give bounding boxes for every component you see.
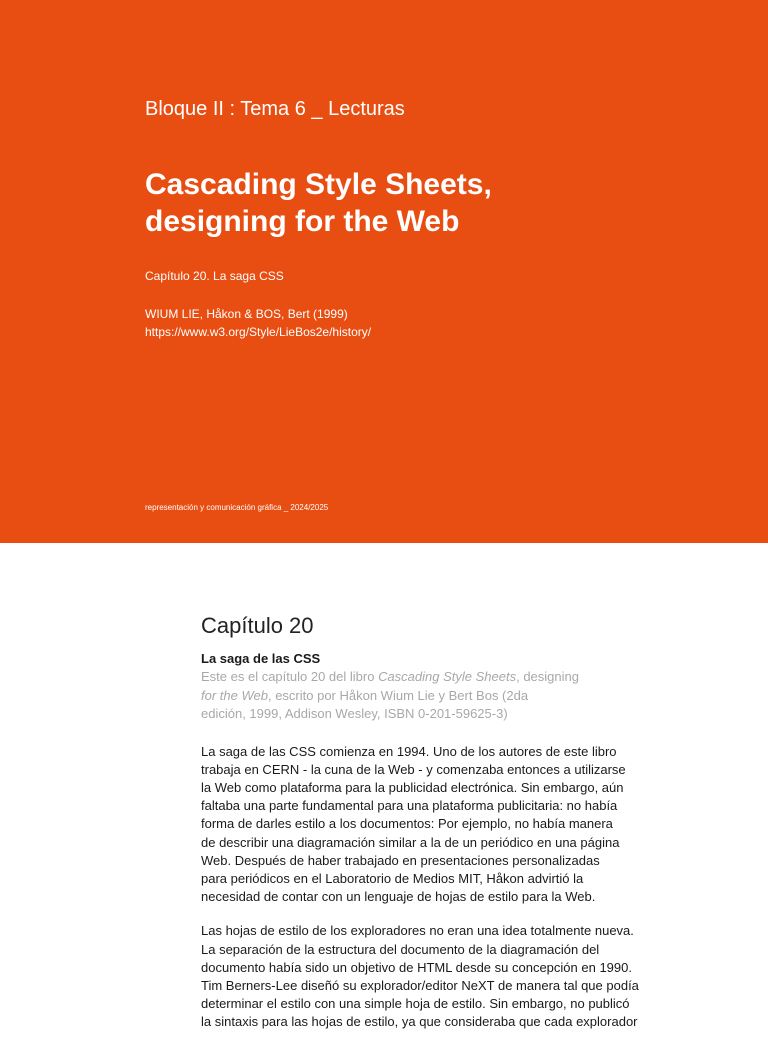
cover-title-line: Cascading Style Sheets,	[145, 168, 492, 201]
chapter-title: Capítulo 20	[201, 613, 314, 638]
paragraph-1	[201, 743, 681, 907]
paragraph-line: La separación de la estructura del documento de la diagramación del	[201, 941, 600, 957]
cover-reference	[145, 305, 371, 341]
cover-footer: representación y comunicación gráfica _ 2024/2025	[145, 503, 329, 512]
block-heading: Bloque II : Tema 6 _ Lecturas	[145, 98, 405, 120]
paragraph-line: documento había sido un objetivo de HTML desde su concepción en 1990.	[201, 959, 632, 975]
intro-line: edición, 1999, Addison Wesley, ISBN 0-201-59625-3)	[201, 706, 508, 721]
document-body	[201, 612, 681, 1048]
paragraph-line: determinar el estilo con una simple hoja de estilo. Sin embargo, no publicó	[201, 996, 630, 1012]
intro-line	[201, 668, 611, 687]
book-title: for the Web	[201, 687, 268, 703]
paragraph-2	[201, 922, 681, 1031]
cover-title	[145, 166, 665, 240]
paragraph-line: Tim Berners-Lee diseñó su explorador/editor NeXT de manera tal que podía	[201, 977, 639, 993]
paragraph-line: la Web como plataforma para la publicidad electrónica. Sin embargo, aún	[201, 779, 624, 795]
intro-line	[201, 687, 611, 706]
paragraph-line: faltaba una parte fundamental para una plataforma publicitaria: no había	[201, 798, 618, 814]
intro-text: Este es el capítulo 20 del libro	[201, 669, 379, 684]
paragraph-line: necesidad de contar con un lenguaje de hojas de estilo para la Web.	[201, 889, 596, 905]
cover-title-line: designing for the Web	[145, 205, 460, 238]
chapter-intro	[201, 668, 611, 724]
paragraph-line: la sintaxis para las hojas de estilo, ya que consideraba que cada explorador	[201, 1014, 638, 1030]
intro-text: , escrito por Håkon Wium Lie y Bert Bos (2da	[267, 687, 529, 703]
paragraph-line: Las hojas de estilo de los exploradores no eran una idea totalmente nueva.	[201, 923, 634, 939]
intro-text: , designing	[516, 669, 579, 684]
paragraph-line: La saga de las CSS comienza en 1994. Uno de los autores de este libro	[201, 743, 617, 759]
paragraph-line: forma de darles estilo a los documentos: Por ejemplo, no había manera	[201, 816, 613, 832]
paragraph-line: de describir una diagramación similar a la de un periódico en una página	[201, 834, 620, 850]
paragraph-line: para periódicos en el Laboratorio de Medios MIT, Håkon advirtió la	[201, 870, 584, 886]
chapter-subtitle: La saga de las CSS	[201, 651, 321, 666]
paragraph-line: trabaja en CERN - la cuna de la Web - y comenzaba entonces a utilizarse	[201, 761, 626, 777]
book-title: Cascading Style Sheets	[378, 669, 517, 684]
paragraph-line: Web. Después de haber trabajado en presentaciones personalizadas	[201, 852, 600, 868]
cover-chapter: Capítulo 20. La saga CSS	[145, 269, 284, 283]
reference-url[interactable]: https://www.w3.org/Style/LieBos2e/history/	[145, 325, 372, 339]
reference-authors: WIUM LIE, Håkon & BOS, Bert (1999)	[145, 307, 348, 321]
